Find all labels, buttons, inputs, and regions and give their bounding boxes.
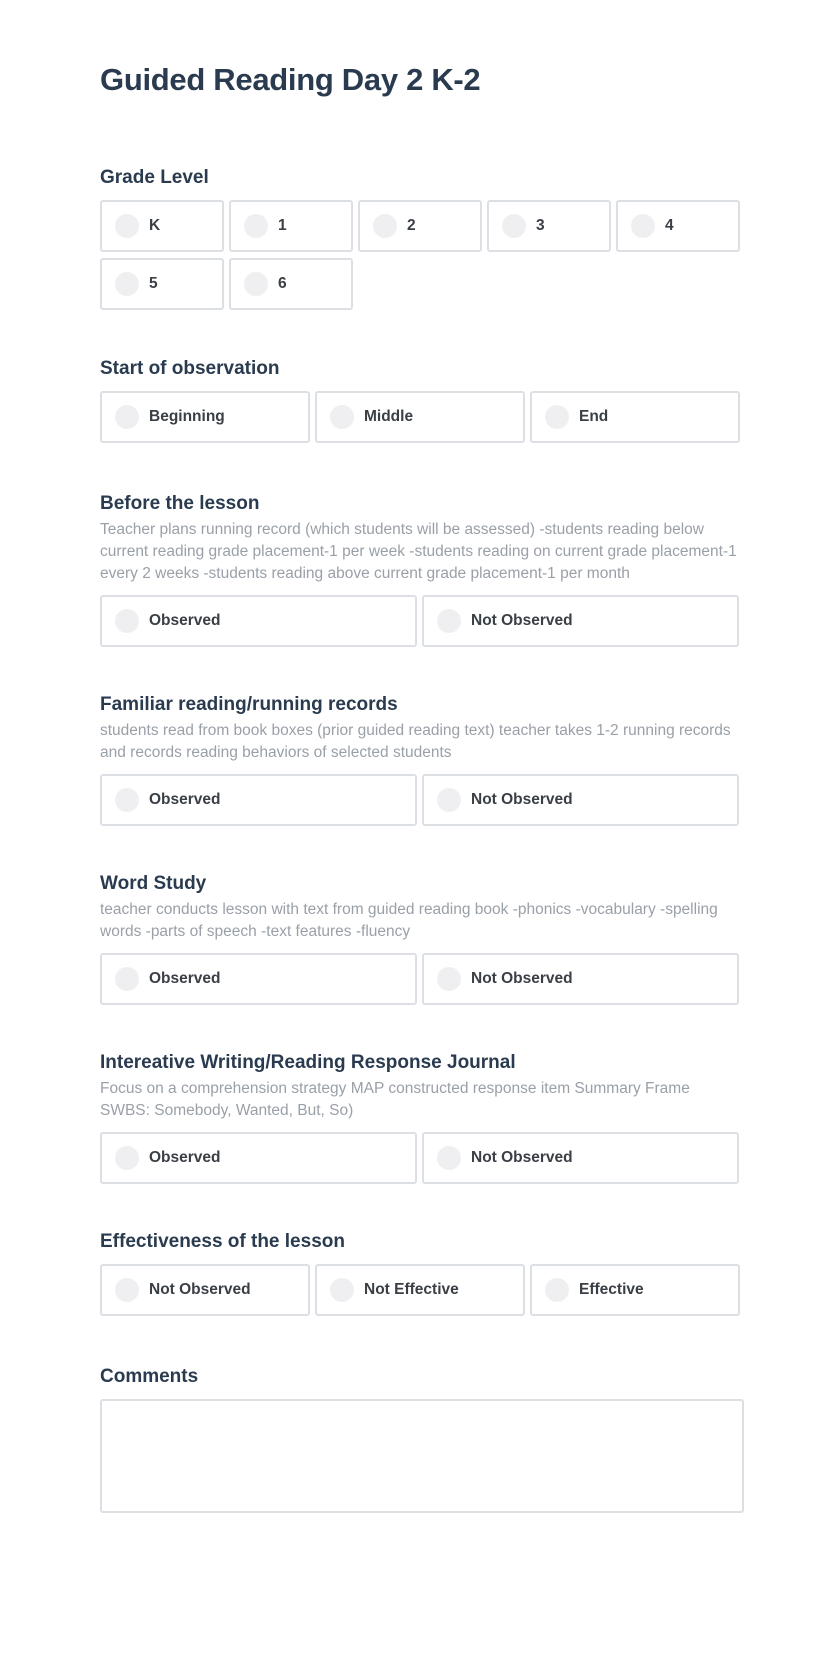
before-lesson-question	[100, 492, 740, 647]
radio-icon[interactable]	[115, 272, 139, 296]
page-title: Guided Reading Day 2 K-2	[100, 62, 481, 97]
option-observed[interactable]	[100, 774, 417, 826]
radio-icon[interactable]	[373, 214, 397, 238]
start-observation-options	[100, 391, 740, 443]
option-label: Not Observed	[471, 970, 573, 987]
effectiveness-options	[100, 1264, 740, 1316]
option-label: Observed	[149, 791, 221, 808]
radio-icon[interactable]	[244, 272, 268, 296]
radio-icon[interactable]	[631, 214, 655, 238]
option-label: Effective	[579, 1281, 644, 1298]
radio-icon[interactable]	[545, 1278, 569, 1302]
option-label: Not Observed	[471, 1149, 573, 1166]
grade-level-question	[100, 166, 740, 310]
option-label: 3	[536, 217, 545, 234]
option-label: Observed	[149, 970, 221, 987]
word-study-description: teacher conducts lesson with text from guided reading book -phonics -vocabulary -spelling words -parts of speech -text features -fluency	[100, 901, 718, 940]
option-label: Observed	[149, 612, 221, 629]
option-not-observed[interactable]	[422, 953, 739, 1005]
radio-icon[interactable]	[437, 609, 461, 633]
option-middle[interactable]	[315, 391, 525, 443]
option-not-observed[interactable]	[422, 595, 739, 647]
grade-option-2[interactable]	[358, 200, 482, 252]
radio-icon[interactable]	[437, 967, 461, 991]
grade-option-5[interactable]	[100, 258, 224, 310]
before-lesson-description: Teacher plans running record (which students will be assessed) -students reading below current reading grade placement-1 per week -students reading on current grade placement-1 every 2 weeks -students reading above current grade placement-1 per month	[100, 521, 737, 582]
grade-option-4[interactable]	[616, 200, 740, 252]
radio-icon[interactable]	[115, 609, 139, 633]
comments-textarea[interactable]	[100, 1399, 744, 1513]
comments-question	[100, 1365, 740, 1513]
option-beginning[interactable]	[100, 391, 310, 443]
effectiveness-label: Effectiveness of the lesson	[100, 1231, 345, 1252]
option-label: Observed	[149, 1149, 221, 1166]
radio-icon[interactable]	[545, 405, 569, 429]
radio-icon[interactable]	[437, 1146, 461, 1170]
radio-icon[interactable]	[244, 214, 268, 238]
option-label: Beginning	[149, 408, 225, 425]
option-observed[interactable]	[100, 1132, 417, 1184]
radio-icon[interactable]	[330, 1278, 354, 1302]
option-observed[interactable]	[100, 595, 417, 647]
word-study-label: Word Study	[100, 873, 207, 894]
before-lesson-label: Before the lesson	[100, 493, 260, 514]
radio-icon[interactable]	[115, 1278, 139, 1302]
option-label: Middle	[364, 408, 414, 425]
radio-icon[interactable]	[115, 1146, 139, 1170]
option-label: K	[149, 217, 161, 234]
option-not-observed[interactable]	[422, 1132, 739, 1184]
comments-label: Comments	[100, 1366, 199, 1387]
option-label: Not Observed	[149, 1281, 251, 1298]
radio-icon[interactable]	[330, 405, 354, 429]
option-not-observed[interactable]	[422, 774, 739, 826]
grade-level-label: Grade Level	[100, 167, 209, 188]
grade-level-options	[100, 200, 740, 310]
option-effective[interactable]	[530, 1264, 740, 1316]
start-observation-question	[100, 357, 740, 443]
option-label: Not Effective	[364, 1281, 459, 1298]
option-label: 6	[278, 275, 287, 292]
effectiveness-question	[100, 1230, 740, 1316]
option-end[interactable]	[530, 391, 740, 443]
writing-journal-description: Focus on a comprehension strategy MAP constructed response item Summary Frame SWBS: Somebody, Wanted, But, So)	[100, 1080, 690, 1119]
radio-icon[interactable]	[115, 405, 139, 429]
radio-icon[interactable]	[437, 788, 461, 812]
option-label: 5	[149, 275, 158, 292]
option-label: 2	[407, 217, 416, 234]
familiar-reading-options	[100, 774, 740, 826]
option-not-observed[interactable]	[100, 1264, 310, 1316]
grade-option-k[interactable]	[100, 200, 224, 252]
before-lesson-options	[100, 595, 740, 647]
radio-icon[interactable]	[115, 967, 139, 991]
option-label: Not Observed	[471, 791, 573, 808]
grade-option-3[interactable]	[487, 200, 611, 252]
familiar-reading-question	[100, 693, 740, 826]
writing-journal-question	[100, 1051, 740, 1184]
option-label: End	[579, 408, 609, 425]
radio-icon[interactable]	[115, 214, 139, 238]
start-observation-label: Start of observation	[100, 358, 280, 379]
word-study-question	[100, 872, 740, 1005]
writing-journal-label: Intereative Writing/Reading Response Journal	[100, 1052, 516, 1073]
writing-journal-options	[100, 1132, 740, 1184]
option-label: 1	[278, 217, 287, 234]
option-label: 4	[665, 217, 674, 234]
familiar-reading-label: Familiar reading/running records	[100, 694, 398, 715]
radio-icon[interactable]	[502, 214, 526, 238]
grade-option-1[interactable]	[229, 200, 353, 252]
option-not-effective[interactable]	[315, 1264, 525, 1316]
radio-icon[interactable]	[115, 788, 139, 812]
familiar-reading-description: students read from book boxes (prior guided reading text) teacher takes 1-2 running records and records reading behaviors of selected students	[100, 722, 731, 761]
word-study-options	[100, 953, 740, 1005]
grade-option-6[interactable]	[229, 258, 353, 310]
option-observed[interactable]	[100, 953, 417, 1005]
option-label: Not Observed	[471, 612, 573, 629]
